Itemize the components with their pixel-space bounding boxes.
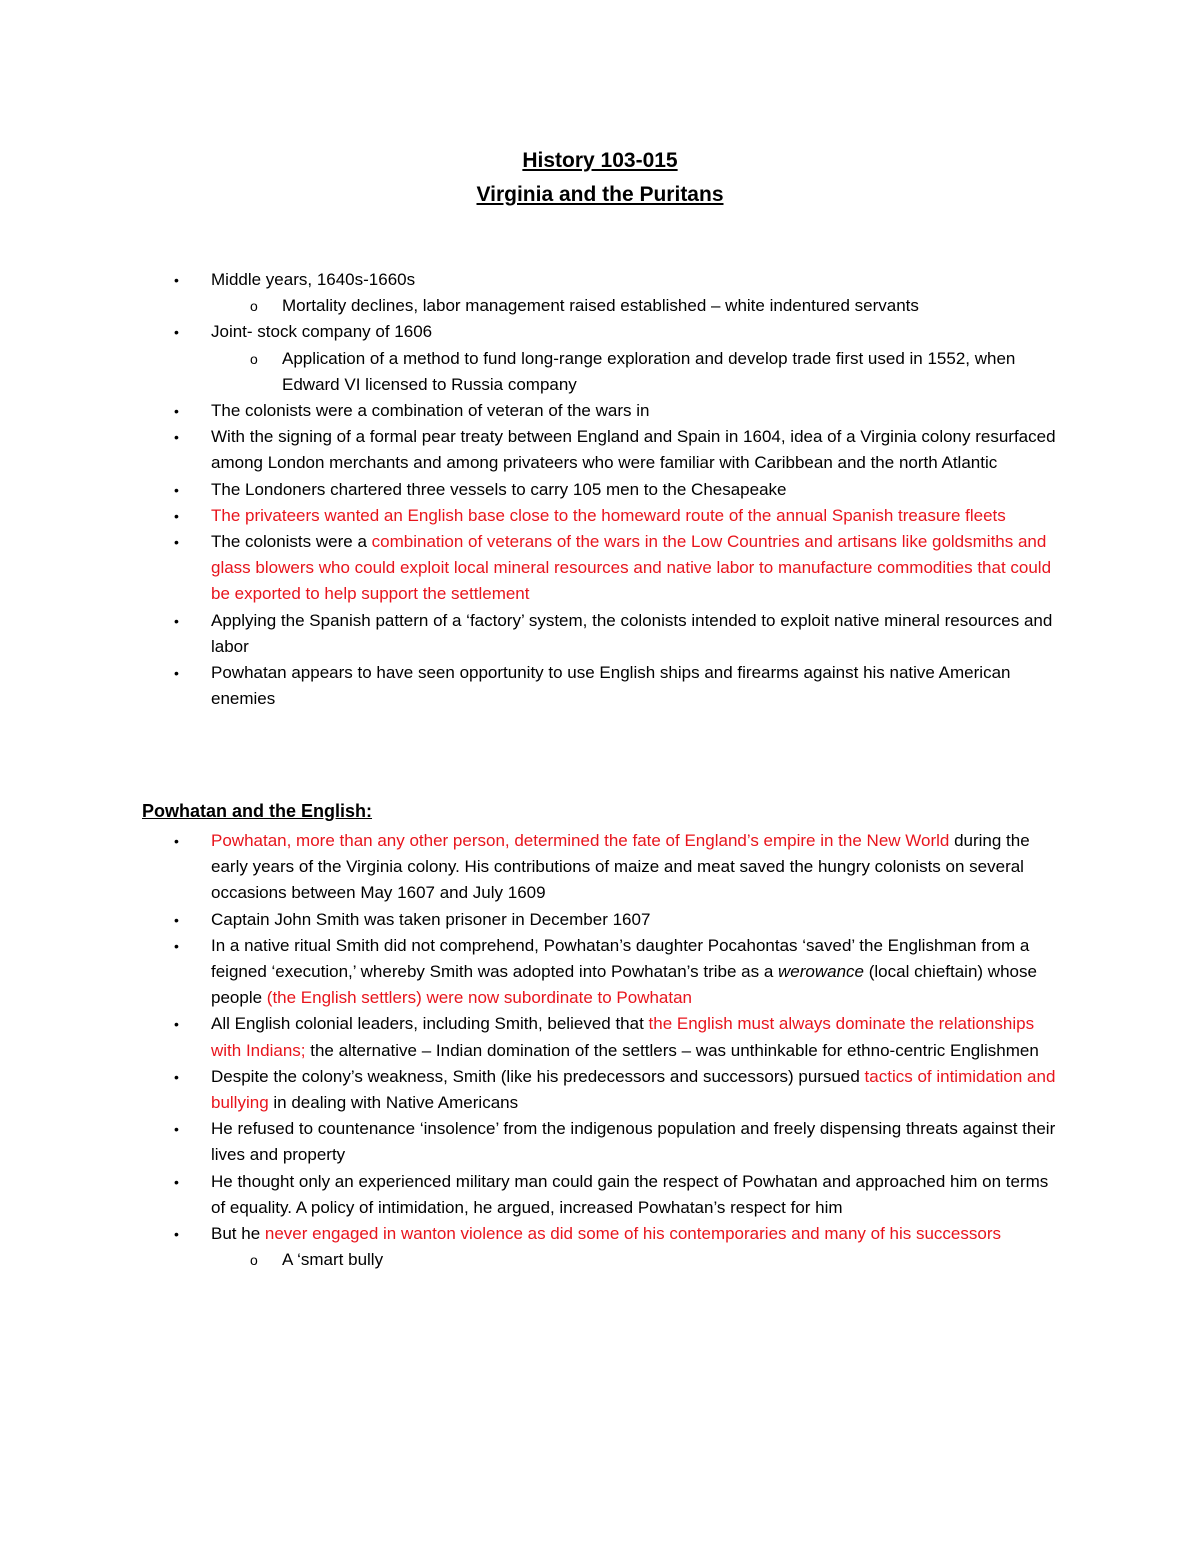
- sub-list-item: [211, 293, 1062, 319]
- item-text: Despite the colony’s weakness, Smith (like his predecessors and successors) pursued: [211, 1066, 865, 1086]
- sub-list-item: [211, 1247, 1062, 1273]
- list-item: [142, 267, 1062, 319]
- item-text: With the signing of a formal pear treaty between England and Spain in 1604, idea of a Virginia colony resurfaced among London merchants and among privateers who were familiar with Caribbean and the north Atlantic: [211, 427, 1056, 473]
- bullet-icon: •: [174, 534, 179, 551]
- sub-list: [211, 346, 1062, 398]
- bullet-icon: •: [174, 665, 179, 682]
- document-title: History 103-015: [522, 149, 678, 172]
- sub-item-text: A ‘smart bully: [282, 1250, 384, 1270]
- item-text: the alternative – Indian domination of the settlers – was unthinkable for ethno-centric Englishmen: [305, 1040, 1039, 1060]
- item-text: The Londoners chartered three vessels to carry 105 men to the Chesapeake: [211, 479, 787, 499]
- item-text: He refused to countenance ‘insolence’ from the indigenous population and freely dispensing threats against their lives and property: [211, 1119, 1056, 1165]
- section-heading: Powhatan and the English:: [142, 801, 373, 821]
- bullet-icon: •: [174, 612, 179, 629]
- item-text: But he: [211, 1224, 265, 1244]
- bullet-icon: •: [174, 833, 179, 849]
- bullet-icon: •: [174, 937, 179, 954]
- list-item: [142, 398, 1062, 424]
- highlighted-text: never engaged in wanton violence as did some of his contemporaries and many of his successors: [264, 1224, 1002, 1244]
- list-item: [142, 424, 1062, 476]
- bullet-icon: •: [174, 1121, 179, 1138]
- sub-item-text: Mortality declines, labor management raised established – white indentured servants: [282, 296, 919, 316]
- highlighted-text: tactics of intimidation and bullying: [211, 1066, 1056, 1113]
- sub-item-text: Application of a method to fund long-range exploration and develop trade first used in 1552, when Edward VI licensed to Russia company: [282, 348, 1016, 394]
- list-item: [142, 1011, 1062, 1063]
- list-item: [142, 1221, 1062, 1273]
- highlighted-text: Powhatan, more than any other person, determined the fate of England’s empire in the New World: [211, 831, 950, 850]
- item-text: (local chieftain) whose people: [211, 962, 1037, 1008]
- highlighted-text: combination of veterans of the wars in the Low Countries and artisans like goldsmiths and glass blowers who could exploit local mineral resources and native labor to manufacture commodities that could be exported to help support the settlement: [211, 532, 1052, 604]
- list-item: [142, 1116, 1062, 1168]
- bullet-icon: •: [174, 429, 179, 446]
- bullet-icon: •: [174, 403, 179, 420]
- bullet-icon: •: [174, 324, 179, 341]
- item-text: Captain John Smith was taken prisoner in December 1607: [211, 909, 651, 929]
- sub-bullet-icon: o: [250, 298, 258, 315]
- bullet-icon: •: [174, 1068, 179, 1085]
- list-item: [142, 933, 1062, 1012]
- bullet-icon: •: [174, 1016, 179, 1033]
- bullet-list-intro: [142, 267, 1062, 712]
- item-text: in dealing with Native Americans: [268, 1093, 519, 1113]
- bullet-icon: •: [174, 481, 179, 498]
- list-item: [142, 907, 1062, 933]
- list-item: [142, 828, 1062, 907]
- list-item: [142, 503, 1062, 529]
- item-text: All English colonial leaders, including Smith, believed that: [211, 1014, 649, 1034]
- sub-bullet-icon: o: [250, 1252, 258, 1269]
- highlighted-text: The privateers wanted an English base close to the homeward route of the annual Spanish treasure fleets: [211, 505, 1006, 525]
- list-item: [142, 1064, 1062, 1116]
- bullet-icon: •: [174, 507, 179, 524]
- sub-list: [211, 293, 1062, 319]
- item-text: during the early years of the Virginia colony. His contributions of maize and meat saved the hungry colonists on several occasions between May 1607 and July 1609: [211, 831, 1030, 903]
- item-text: Applying the Spanish pattern of a ‘factory’ system, the colonists intended to exploit native mineral resources and labor: [211, 610, 1053, 656]
- list-item: [142, 1169, 1062, 1221]
- item-text: The colonists were a combination of veteran of the wars in: [211, 401, 650, 421]
- list-item: [142, 608, 1062, 660]
- bullet-icon: •: [174, 272, 179, 288]
- item-text: In a native ritual Smith did not comprehend, Powhatan’s daughter Pocahontas ‘saved’ the Englishman from a feigned ‘execution,’ whereby Smith was adopted into Powhatan’s tribe as a: [211, 935, 1030, 982]
- sub-bullet-icon: o: [250, 350, 258, 367]
- list-item: [142, 319, 1062, 398]
- sub-list-item: [211, 346, 1062, 398]
- bullet-list-powhatan: [142, 828, 1062, 1273]
- item-text: The colonists were a: [211, 532, 372, 552]
- item-text: Middle years, 1640s-1660s: [211, 270, 416, 289]
- list-item: [142, 477, 1062, 503]
- highlighted-text: (the English settlers) were now subordinate to Powhatan: [266, 988, 693, 1008]
- highlighted-text: the English must always dominate the relationships with Indians;: [211, 1014, 1035, 1060]
- bullet-icon: •: [174, 1173, 179, 1190]
- sub-list: [211, 1247, 1062, 1273]
- italic-text: werowance: [778, 962, 865, 982]
- item-text: Powhatan appears to have seen opportunity to use English ships and firearms against his native American enemies: [211, 663, 1011, 709]
- list-item: [142, 529, 1062, 608]
- document-subtitle: Virginia and the Puritans: [476, 183, 724, 206]
- list-item: [142, 660, 1062, 712]
- bullet-icon: •: [174, 1226, 179, 1243]
- item-text: Joint- stock company of 1606: [211, 322, 433, 342]
- bullet-icon: •: [174, 911, 179, 928]
- item-text: He thought only an experienced military man could gain the respect of Powhatan and approached him on terms of equality. A policy of intimidation, he argued, increased Powhatan’s respect for him: [211, 1171, 1049, 1217]
